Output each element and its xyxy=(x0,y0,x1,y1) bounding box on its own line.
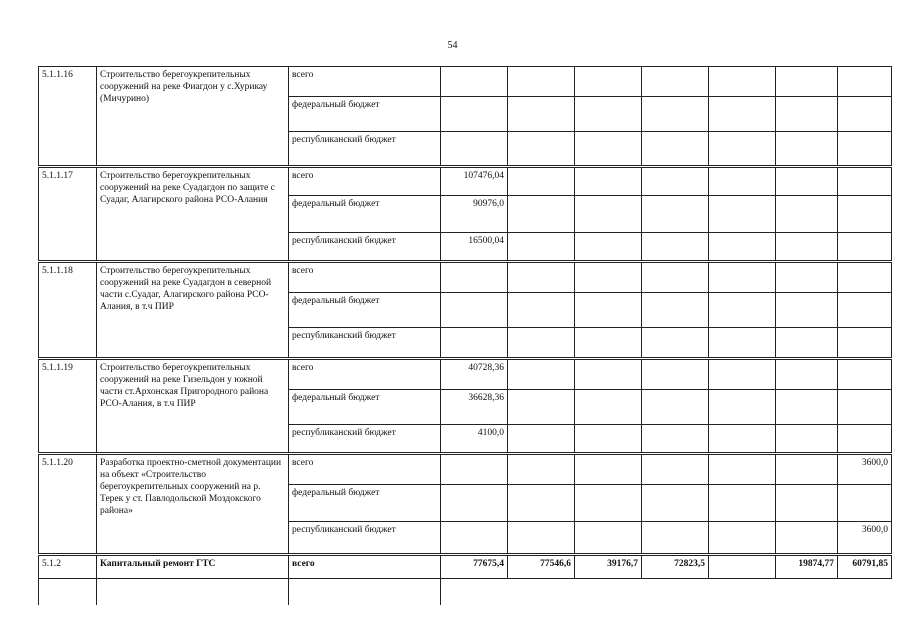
value-cell xyxy=(508,97,575,132)
value-cell xyxy=(776,233,838,262)
value-cell xyxy=(776,293,838,328)
value-cell xyxy=(709,390,776,425)
continuation-cell xyxy=(838,579,892,606)
value-cell xyxy=(575,132,642,167)
value-cell xyxy=(642,328,709,359)
value-cell xyxy=(575,262,642,293)
value-cell xyxy=(776,390,838,425)
continuation-cell xyxy=(97,579,289,606)
table-row xyxy=(39,167,892,196)
value-cell xyxy=(838,359,892,390)
value-cell: 3600,0 xyxy=(838,454,892,485)
value-cell xyxy=(709,262,776,293)
value-cell xyxy=(508,522,575,555)
funding-source: федеральный бюджет xyxy=(289,196,441,233)
value-cell xyxy=(776,97,838,132)
value-cell xyxy=(709,359,776,390)
summary-value-cell: 77675,4 xyxy=(441,555,508,579)
value-cell xyxy=(838,262,892,293)
row-name: Строительство берегоукрепительных сооружений на реке Фиагдон у с.Хурикау (Мичурино) xyxy=(97,67,289,167)
summary-name: Капитальный ремонт ГТС xyxy=(97,555,289,579)
value-cell xyxy=(441,67,508,97)
value-cell xyxy=(776,485,838,522)
value-cell xyxy=(642,196,709,233)
value-cell xyxy=(642,167,709,196)
row-code: 5.1.1.17 xyxy=(39,167,97,262)
funding-source: республиканский бюджет xyxy=(289,522,441,555)
value-cell xyxy=(642,67,709,97)
value-cell xyxy=(575,196,642,233)
continuation-cell xyxy=(776,579,838,606)
value-cell xyxy=(776,67,838,97)
value-cell xyxy=(575,359,642,390)
budget-table xyxy=(38,66,892,605)
row-code: 5.1.1.19 xyxy=(39,359,97,454)
funding-source: всего xyxy=(289,167,441,196)
value-cell xyxy=(441,293,508,328)
funding-source: всего xyxy=(289,262,441,293)
value-cell xyxy=(508,67,575,97)
value-cell xyxy=(838,233,892,262)
continuation-cell xyxy=(642,579,709,606)
row-name: Строительство берегоукрепительных сооружений на реке Гизельдон у южной части ст.Архонская Пригородного района РСО-Алания, в т.ч ПИР xyxy=(97,359,289,454)
funding-source: федеральный бюджет xyxy=(289,293,441,328)
value-cell xyxy=(642,454,709,485)
value-cell xyxy=(441,97,508,132)
value-cell xyxy=(575,97,642,132)
value-cell: 36628,36 xyxy=(441,390,508,425)
value-cell xyxy=(709,293,776,328)
table-body xyxy=(39,67,892,606)
value-cell xyxy=(575,522,642,555)
value-cell xyxy=(642,390,709,425)
value-cell xyxy=(776,359,838,390)
value-cell xyxy=(709,167,776,196)
value-cell xyxy=(642,97,709,132)
value-cell: 90976,0 xyxy=(441,196,508,233)
value-cell xyxy=(642,233,709,262)
summary-value-cell xyxy=(709,555,776,579)
value-cell xyxy=(838,485,892,522)
value-cell xyxy=(575,293,642,328)
value-cell xyxy=(776,328,838,359)
value-cell xyxy=(508,390,575,425)
value-cell xyxy=(642,522,709,555)
continuation-cell xyxy=(709,579,776,606)
value-cell xyxy=(709,132,776,167)
funding-source: федеральный бюджет xyxy=(289,97,441,132)
value-cell xyxy=(508,167,575,196)
value-cell xyxy=(575,485,642,522)
value-cell xyxy=(508,425,575,454)
value-cell xyxy=(709,328,776,359)
funding-source: республиканский бюджет xyxy=(289,132,441,167)
table-row xyxy=(39,359,892,390)
value-cell xyxy=(642,132,709,167)
value-cell xyxy=(508,196,575,233)
value-cell xyxy=(709,454,776,485)
value-cell xyxy=(508,132,575,167)
continuation-cell xyxy=(289,579,441,606)
row-code: 5.1.1.20 xyxy=(39,454,97,555)
summary-value-cell: 77546,6 xyxy=(508,555,575,579)
page-number: 54 xyxy=(447,40,458,51)
summary-value-cell: 60791,85 xyxy=(838,555,892,579)
value-cell: 16500,04 xyxy=(441,233,508,262)
value-cell xyxy=(575,233,642,262)
summary-code: 5.1.2 xyxy=(39,555,97,579)
funding-source: республиканский бюджет xyxy=(289,425,441,454)
value-cell xyxy=(776,454,838,485)
continuation-cell xyxy=(575,579,642,606)
value-cell xyxy=(441,454,508,485)
value-cell xyxy=(642,425,709,454)
summary-value-cell: 72823,5 xyxy=(642,555,709,579)
funding-source: республиканский бюджет xyxy=(289,328,441,359)
continuation-cell xyxy=(508,579,575,606)
value-cell xyxy=(838,328,892,359)
summary-row xyxy=(39,555,892,579)
value-cell xyxy=(838,425,892,454)
value-cell xyxy=(776,425,838,454)
value-cell xyxy=(838,132,892,167)
funding-source: федеральный бюджет xyxy=(289,485,441,522)
value-cell xyxy=(508,485,575,522)
row-name: Строительство берегоукрепительных сооружений на реке Суадагдон по защите с Суадаг, Алагирского района РСО-Алания xyxy=(97,167,289,262)
value-cell xyxy=(709,97,776,132)
summary-value-cell: 19874,77 xyxy=(776,555,838,579)
row-name: Разработка проектно-сметной документации на объект «Строительство берегоукрепительных сооружений на р. Терек у ст. Павлодольской Моздокского района» xyxy=(97,454,289,555)
value-cell xyxy=(575,167,642,196)
value-cell xyxy=(575,390,642,425)
table-row xyxy=(39,454,892,485)
value-cell xyxy=(508,359,575,390)
value-cell xyxy=(776,132,838,167)
value-cell xyxy=(642,293,709,328)
value-cell xyxy=(709,233,776,262)
value-cell: 4100,0 xyxy=(441,425,508,454)
value-cell xyxy=(508,262,575,293)
funding-source: всего xyxy=(289,67,441,97)
value-cell xyxy=(838,97,892,132)
value-cell xyxy=(575,454,642,485)
value-cell xyxy=(776,196,838,233)
value-cell xyxy=(776,522,838,555)
continuation-cell xyxy=(39,579,97,606)
continuation-cell xyxy=(441,579,508,606)
row-code: 5.1.1.18 xyxy=(39,262,97,359)
value-cell xyxy=(575,425,642,454)
value-cell xyxy=(642,359,709,390)
value-cell: 107476,04 xyxy=(441,167,508,196)
value-cell xyxy=(709,425,776,454)
value-cell xyxy=(642,262,709,293)
value-cell: 40728,36 xyxy=(441,359,508,390)
summary-value-cell: 39176,7 xyxy=(575,555,642,579)
value-cell xyxy=(838,67,892,97)
value-cell xyxy=(709,67,776,97)
value-cell xyxy=(838,293,892,328)
value-cell xyxy=(508,328,575,359)
value-cell xyxy=(709,522,776,555)
value-cell xyxy=(441,328,508,359)
value-cell xyxy=(575,67,642,97)
value-cell xyxy=(642,485,709,522)
value-cell xyxy=(508,233,575,262)
value-cell xyxy=(508,293,575,328)
table-row xyxy=(39,262,892,293)
value-cell xyxy=(441,262,508,293)
value-cell xyxy=(441,522,508,555)
value-cell xyxy=(441,132,508,167)
row-code: 5.1.1.16 xyxy=(39,67,97,167)
funding-source: федеральный бюджет xyxy=(289,390,441,425)
value-cell xyxy=(838,390,892,425)
funding-source: всего xyxy=(289,454,441,485)
funding-source: республиканский бюджет xyxy=(289,233,441,262)
table-row xyxy=(39,67,892,97)
value-cell xyxy=(508,454,575,485)
value-cell xyxy=(838,196,892,233)
value-cell xyxy=(709,196,776,233)
row-name: Строительство берегоукрепительных сооружений на реке Суадагдон в северной части с.Суадаг, Алагирского района РСО-Алания, в т.ч ПИР xyxy=(97,262,289,359)
summary-source: всего xyxy=(289,555,441,579)
value-cell xyxy=(441,485,508,522)
funding-source: всего xyxy=(289,359,441,390)
value-cell xyxy=(838,167,892,196)
value-cell xyxy=(776,167,838,196)
value-cell: 3600,0 xyxy=(838,522,892,555)
value-cell xyxy=(776,262,838,293)
table-continuation xyxy=(39,579,892,606)
value-cell xyxy=(709,485,776,522)
value-cell xyxy=(575,328,642,359)
